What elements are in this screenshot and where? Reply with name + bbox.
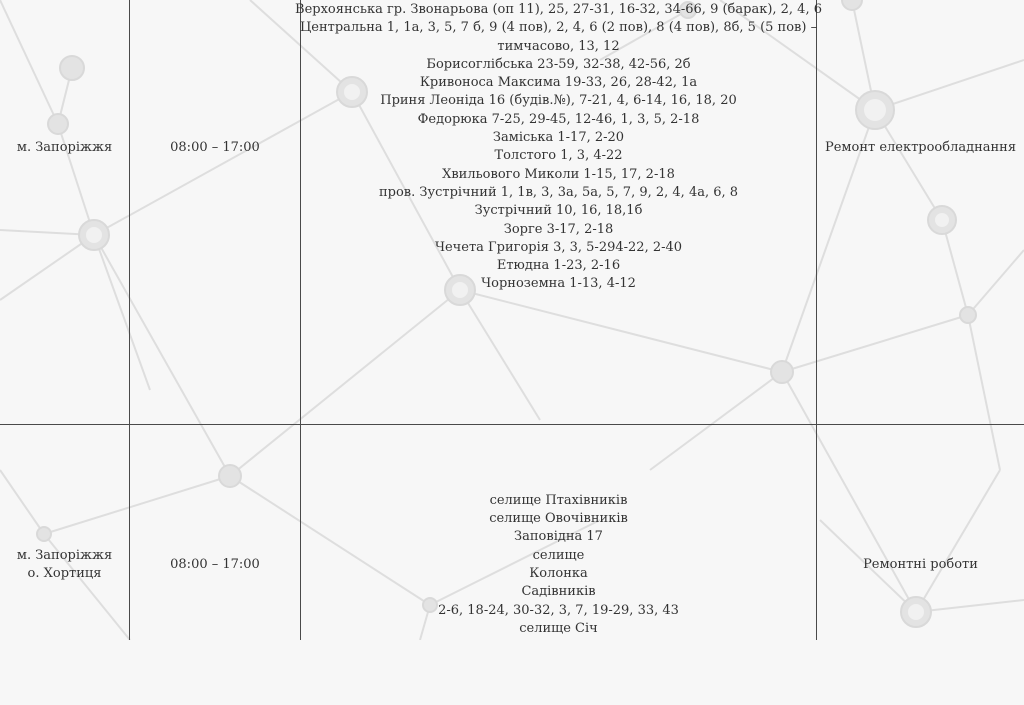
address-line: селище Січ xyxy=(519,620,598,636)
address-line: Хвильового Миколи 1-15, 17, 2-18 xyxy=(442,166,675,182)
time-range: 08:00 – 17:00 xyxy=(170,139,260,155)
reason-cell xyxy=(817,0,1024,296)
address-line: Зорге 3-17, 2-18 xyxy=(503,221,614,237)
address-line: 2-6, 18-24, 30-32, 3, 7, 19-29, 33, 43 xyxy=(438,602,679,618)
address-line: Толстого 1, 3, 4-22 xyxy=(494,148,623,164)
address-line: тимчасово, 13, 12 xyxy=(497,38,620,54)
reason-text: Ремонт електрообладнання xyxy=(824,139,1017,155)
time-cell xyxy=(130,0,300,296)
address-line: пров. Зустрічний 1, 1в, 3, 3а, 5а, 5, 7, 9, 2, 4, 4а, 6, 8 xyxy=(378,184,739,200)
addresses-cell xyxy=(301,425,816,705)
city-cell xyxy=(0,0,129,296)
city-name: м. Запоріжжя xyxy=(16,139,113,155)
address-line: селище Птахівників xyxy=(489,492,628,508)
address-line: Федорюка 7-25, 29-45, 12-46, 1, 3, 5, 2-18 xyxy=(417,111,700,127)
address-line: Чечета Григорія 3, 3, 5-294-22, 2-40 xyxy=(434,239,683,255)
reason-text: Ремонтні роботи xyxy=(863,556,978,572)
address-line: селище xyxy=(532,547,585,563)
address-line: Чорноземна 1-13, 4-12 xyxy=(481,276,636,292)
address-line: Центральна 1, 1а, 3, 5, 7 б, 9 (4 пов), 2, 4, 6 (2 пов), 8 (4 пов), 8б, 5 (5 пов) – xyxy=(299,20,818,36)
city-cell xyxy=(0,425,129,705)
address-line: Борисоглібська 23-59, 32-38, 42-56, 2б xyxy=(426,56,691,72)
address-line: Зустрічний 10, 16, 18,1б xyxy=(474,203,643,219)
address-line: Приня Леоніда 16 (будів.№), 7-21, 4, 6-14, 16, 18, 20 xyxy=(380,93,737,109)
address-line: Заміська 1-17, 2-20 xyxy=(492,130,625,146)
address-line: Садівників xyxy=(521,584,596,600)
city-name: м. Запоріжжя xyxy=(16,547,113,563)
addresses-cell xyxy=(295,1,822,421)
address-line: Верхоянська гр. Звонарьова (оп 11), 25, 27-31, 16-32, 34-66, 9 (барак), 2, 4, 6 xyxy=(295,2,822,17)
address-line: Етюдна 1-23, 2-16 xyxy=(496,258,621,274)
address-line: Кривоноса Максима 19-33, 26, 28-42, 1а xyxy=(419,75,698,91)
address-line: Колонка xyxy=(529,566,588,581)
island-name: о. Хортиця xyxy=(27,566,102,581)
time-cell xyxy=(130,425,300,705)
reason-cell xyxy=(817,425,1024,705)
address-line: селище Овочівників xyxy=(489,511,628,527)
time-range: 08:00 – 17:00 xyxy=(170,556,260,572)
address-line: Заповідна 17 xyxy=(514,529,603,545)
